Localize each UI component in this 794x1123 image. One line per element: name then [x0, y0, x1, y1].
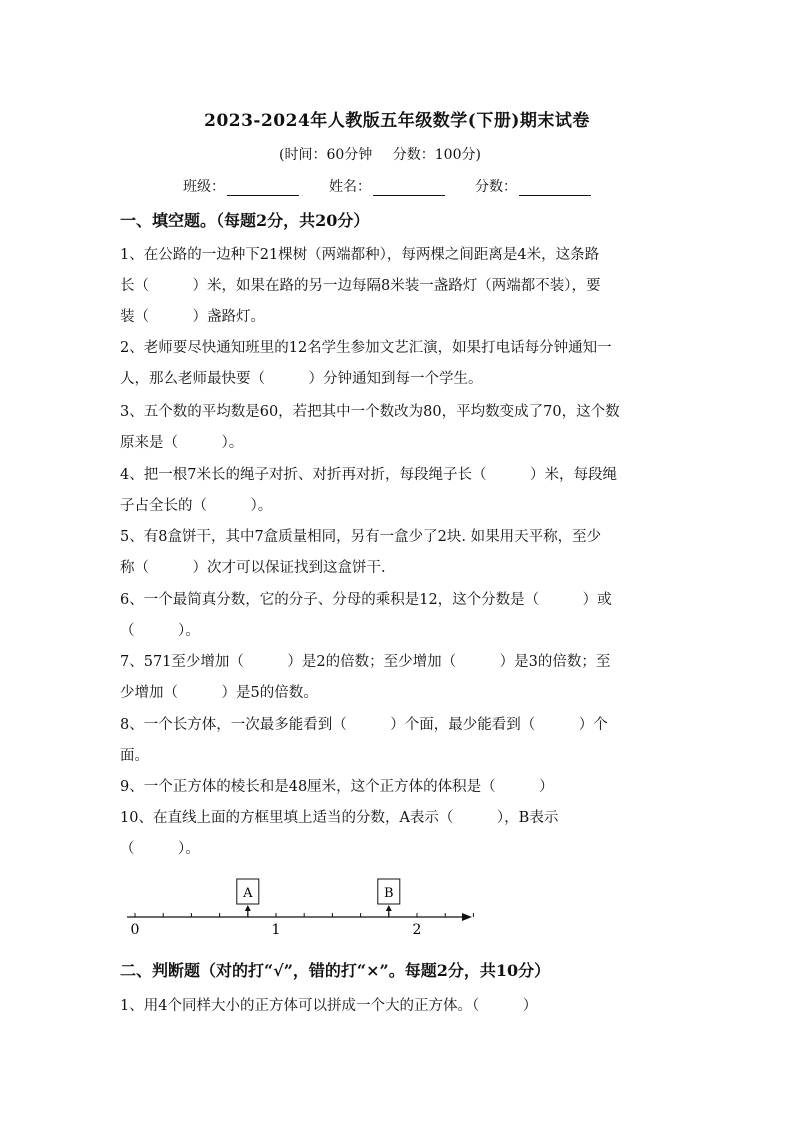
question-line: 少增加（ ）是5的倍数。 [120, 685, 318, 701]
number-line-label: 1 [271, 922, 281, 938]
question-line: 2、老师要尽快通知班里的12名学生参加文艺汇演，如果打电话每分钟通知一 [120, 340, 612, 356]
question-line: 7、571至少增加（ ）是2的倍数；至少增加（ ）是3的倍数；至 [120, 654, 611, 670]
number-line-label: 0 [130, 922, 140, 938]
question-line: 称（ ）次才可以保证找到这盒饼干. [120, 560, 386, 576]
question-1-8 [120, 710, 676, 772]
section-1-heading: 一、填空题。（每题2分，共20分） [120, 211, 370, 230]
question-line: 6、一个最简真分数，它的分子、分母的乘积是12，这个分数是（ ）或 [120, 592, 612, 608]
question-line: 原来是（ ）。 [120, 435, 244, 451]
question-1-1 [120, 240, 676, 333]
name-field[interactable] [329, 176, 445, 196]
question-line: 子占全长的（ ）。 [120, 498, 273, 514]
number-line-figure [120, 872, 480, 942]
question-line: （ ）。 [120, 841, 200, 857]
question-1-3 [120, 397, 676, 459]
question-line: （ ）。 [120, 623, 200, 639]
exam-title: 2023-2024年人教版五年级数学(下册)期末试卷 [204, 111, 590, 131]
section-2-heading: 二、判断题（对的打“√”，错的打“×”。每题2分，共10分） [120, 961, 551, 980]
student-info [183, 176, 621, 196]
number-line-label: 2 [412, 922, 422, 938]
question-line: 8、一个长方体，一次最多能看到（ ）个面，最少能看到（ ）个 [120, 717, 608, 733]
exam-subtitle [0, 144, 760, 164]
box-b[interactable] [378, 879, 400, 917]
box-b-label: B [384, 886, 394, 901]
total-score-text: 分数：100分) [392, 147, 481, 163]
question-1-5 [120, 522, 676, 584]
question-line: 长（ ）米，如果在路的另一边每隔8米装一盏路灯（两端都不装），要 [120, 278, 601, 294]
question-1-2 [120, 333, 676, 395]
question-line: 10、在直线上面的方框里填上适当的分数，A表示（ ），B表示 [120, 810, 559, 826]
name-label: 姓名： [329, 179, 371, 195]
question-1-6 [120, 585, 676, 647]
question-line: 装（ ）盏路灯。 [120, 309, 265, 325]
score-blank[interactable] [519, 181, 591, 196]
time-text: (时间：60分钟 [279, 147, 373, 163]
class-label: 班级： [183, 179, 225, 195]
score-label: 分数： [475, 179, 517, 195]
question-line: 面。 [120, 748, 149, 764]
question-1-9 [120, 772, 676, 803]
question-1-10 [120, 803, 676, 865]
question-line: 9、一个正方体的棱长和是48厘米，这个正方体的体积是（ ） [120, 779, 554, 795]
question-line: 5、有8盒饼干，其中7盒质量相同，另有一盒少了2块. 如果用天平称，至少 [120, 529, 602, 545]
question-line: 人，那么老师最快要（ ）分钟通知到每一个学生。 [120, 371, 483, 387]
question-line: 3、五个数的平均数是60，若把其中一个数改为80，平均数变成了70，这个数 [120, 404, 620, 420]
box-b-pointer-head [386, 905, 392, 911]
question-2-1 [120, 991, 676, 1022]
question-1-7 [120, 647, 676, 709]
question-line: 1、在公路的一边种下21棵树（两端都种），每两棵之间距离是4米，这条路 [120, 247, 600, 263]
class-blank[interactable] [227, 181, 299, 196]
question-line: 1、用4个同样大小的正方体可以拼成一个大的正方体。（ ） [120, 998, 538, 1014]
number-line-arrowhead [462, 913, 472, 921]
question-line: 4、把一根7米长的绳子对折、对折再对折，每段绳子长（ ）米，每段绳 [120, 467, 617, 483]
box-a[interactable] [237, 879, 259, 917]
class-field[interactable] [183, 176, 299, 196]
box-a-pointer-head [245, 905, 251, 911]
number-line-labels [131, 922, 422, 938]
box-a-label: A [243, 886, 253, 901]
question-1-4 [120, 460, 676, 522]
score-field[interactable] [475, 176, 591, 196]
name-blank[interactable] [373, 181, 445, 196]
